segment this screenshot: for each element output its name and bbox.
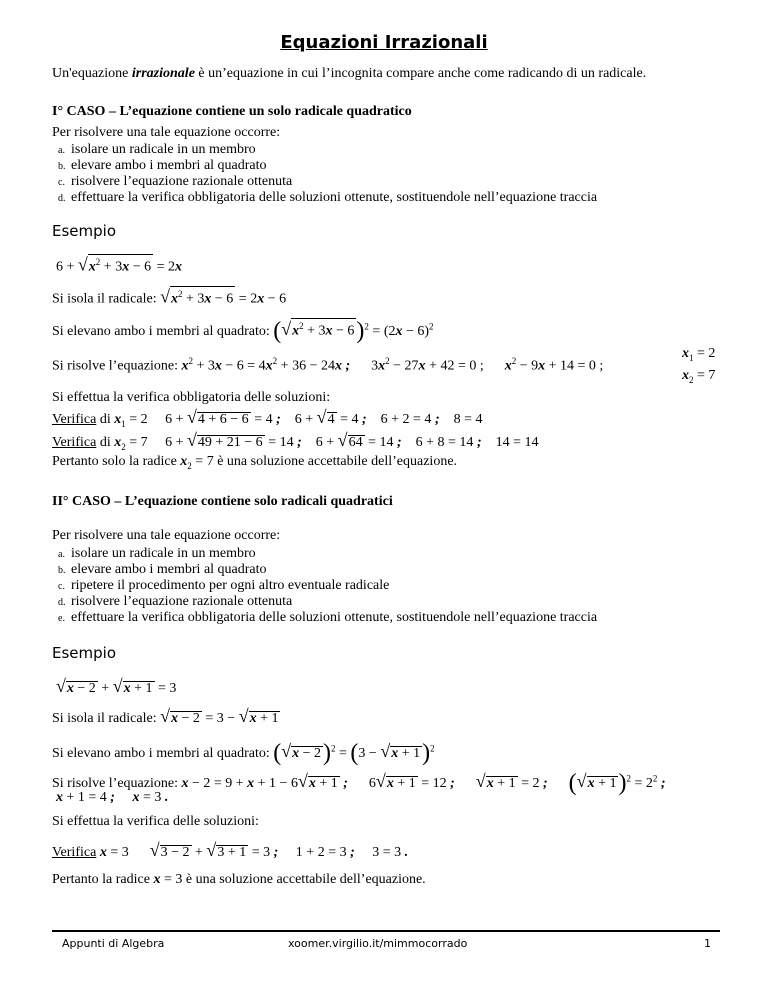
case1-example-label: Esempio (52, 222, 116, 240)
case1-verify-x1: Verifica di $x_1 = 2$ 6 + √4 + 6 − 6 = 4 ; 6 + √4 = 4 ; 6 + 2 = 4 ; 8 = 4 (52, 407, 483, 429)
intro-paragraph (52, 66, 646, 82)
conclusion-after: è una soluzione accettabile dell’equazione. (217, 454, 458, 469)
step-marker: b. (58, 161, 66, 172)
step-marker: c. (58, 177, 65, 188)
step-text: elevare ambo i membri al quadrato (71, 562, 267, 577)
case1-verify-x2: Verifica di $x_2 = 7$ 6 + √49 + 21 − 6 = 14 ; 6 + √64 = 14 ; 6 + 8 = 14 ; 14 = 14 (52, 430, 539, 452)
case1-verify-intro: Si effettua la verifica obbligatoria delle soluzioni: (52, 390, 331, 405)
footer-center: xoomer.virgilio.it/mimmocorrado (288, 937, 468, 950)
step-text: effettuare la verifica obbligatoria delle soluzioni ottenute, sostituendole nell’equazione traccia (71, 190, 598, 205)
case2-square-line: Si elevano ambo i membri al quadrato: $(√x - 2)^2 = (3 - √x + 1)^2$ (52, 740, 435, 766)
step-marker: c. (58, 581, 65, 592)
verify-di: di (99, 412, 111, 427)
case1-square-line: Si elevano ambo i membri al quadrato: $(√x^2 + 3x - 6)^2 = (2x - 6)^2$ (52, 318, 434, 344)
step-marker: a. (58, 549, 65, 560)
case2-step-b (58, 562, 267, 578)
case1-step-c (58, 174, 292, 190)
case2-step-e (58, 610, 597, 626)
step-text: ripetere il procedimento per ogni altro eventuale radicale (71, 578, 390, 593)
case2-isolate-line: Si isola il radicale: √x − 2 = 3 − √x + 1 (52, 706, 279, 726)
conclusion-before: Pertanto la radice (52, 872, 150, 887)
case2-example-label: Esempio (52, 644, 116, 662)
step-text: isolare un radicale in un membro (71, 142, 256, 157)
step-text: elevare ambo i membri al quadrato (71, 158, 267, 173)
solution-x1: $x_1 = 2$ (682, 346, 716, 363)
case2-solve-result: x + 1 = 4 ; x = 3 . (56, 790, 169, 805)
case1-lead: Per risolvere una tale equazione occorre: (52, 125, 281, 140)
step-marker: e. (58, 613, 65, 624)
case1-step-a (58, 142, 256, 158)
case1-equation: $6 + √x^2 + 3x - 6 = 2x$ (56, 254, 183, 275)
case2-conclusion: Pertanto la radice x = 3 è una soluzione accettabile dell’equazione. (52, 872, 426, 887)
step-marker: a. (58, 145, 65, 156)
case1-solve-line: Si risolve l’equazione: $x^2 + 3x - 6 = 4x^2 + 36 - 24x$ ; $3x^2 - 27x + 42 = 0$ ; $x^2 - 9x + 14 = 0$ ; (52, 356, 604, 374)
verify-label: Verifica (52, 845, 97, 860)
case2-solve-line: Si risolve l’equazione: x − 2 = 9 + x + 1 − 6√x + 1 ; 6√x + 1 = 12 ; √x + 1 = 2 ; $(√x + 1)^2 = 2^2$ ; (52, 770, 666, 796)
step-text: risolvere l’equazione razionale ottenuta (71, 594, 293, 609)
case2-step-a (58, 546, 256, 562)
case2-step-d (58, 594, 292, 610)
page-title: Equazioni Irrazionali (280, 32, 488, 53)
case1-conclusion: Pertanto solo la radice $x_2 = 7$ è una soluzione accettabile dell’equazione. (52, 454, 458, 471)
case2-verify-x: Verifica x = 3 √3 − 2 + √3 + 1 = 3 ; 1 + 2 = 3 ; 3 = 3 . (52, 840, 409, 860)
intro-emphasis: irrazionale (131, 66, 195, 81)
case1-step-d (58, 190, 597, 206)
case2-equation: √x − 2 + √x + 1 = 3 (56, 676, 177, 696)
page-number: 1 (704, 937, 711, 950)
case1-heading: I° CASO – L’equazione contiene un solo radicale quadratico (52, 104, 412, 119)
case2-verify-intro: Si effettua la verifica delle soluzioni: (52, 814, 259, 829)
case1-isolate-line: Si isola il radicale: $√x^2 + 3x - 6 = 2x - 6$ (52, 286, 287, 307)
conclusion-after: è una soluzione accettabile dell’equazione. (185, 872, 426, 887)
isolate-label: Si isola il radicale: (52, 711, 157, 726)
step-marker: b. (58, 565, 66, 576)
case2-heading: II° CASO – L’equazione contiene solo radicali quadratici (52, 494, 393, 509)
verify-label: Verifica (52, 435, 97, 450)
solution-x2: $x_2 = 7$ (682, 368, 716, 385)
verify-di: di (99, 435, 111, 450)
footer-left: Appunti di Algebra (62, 937, 165, 950)
square-label: Si elevano ambo i membri al quadrato: (52, 324, 270, 339)
isolate-label: Si isola il radicale: (52, 291, 157, 307)
intro-text-after: è un’equazione in cui l’incognita compare anche come radicando di un radicale. (194, 66, 647, 81)
solve-label: Si risolve l’equazione: (52, 776, 178, 791)
step-text: isolare un radicale in un membro (71, 546, 256, 561)
step-marker: d. (58, 597, 66, 608)
case2-step-c (58, 578, 389, 594)
case2-lead: Per risolvere una tale equazione occorre: (52, 528, 281, 543)
solve-label: Si risolve l’equazione: (52, 358, 178, 374)
square-label: Si elevano ambo i membri al quadrato: (52, 746, 270, 761)
verify-label: Verifica (52, 412, 97, 427)
conclusion-before: Pertanto solo la radice (52, 454, 177, 469)
intro-text-before: Un'equazione (52, 66, 132, 81)
step-marker: d. (58, 193, 66, 204)
step-text: risolvere l’equazione razionale ottenuta (71, 174, 293, 189)
footer-divider (52, 930, 720, 932)
step-text: effettuare la verifica obbligatoria delle soluzioni ottenute, sostituendole nell’equazione traccia (71, 610, 598, 625)
case1-step-b (58, 158, 267, 174)
